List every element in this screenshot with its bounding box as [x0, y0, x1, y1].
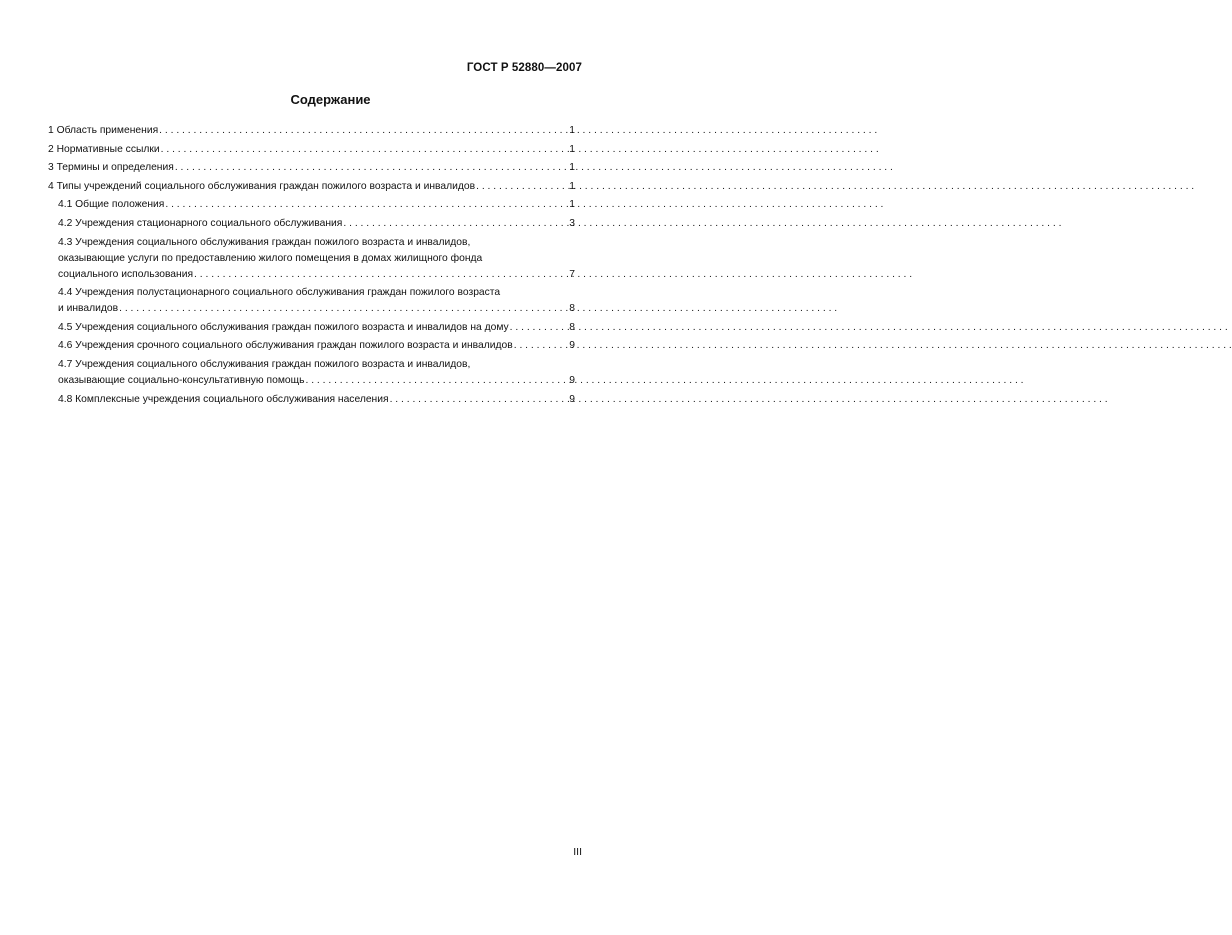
dot-leader	[193, 267, 568, 283]
toc-entry-page: 3	[569, 217, 575, 229]
toc-entry-page: 1	[569, 143, 575, 155]
toc-entry[interactable]	[48, 160, 575, 176]
toc-entry-page: 9	[569, 340, 575, 352]
page-number: III	[573, 846, 582, 858]
toc-entry[interactable]	[48, 216, 575, 232]
toc-entry-page: 1	[569, 125, 575, 136]
toc-entry[interactable]	[48, 123, 575, 139]
toc-entry-title: 1 Область применения	[48, 125, 159, 136]
toc-entry[interactable]	[48, 357, 575, 389]
toc-entry-title: 4 Типы учреждений социального обслуживания граждан пожилого возраста и инвалидов	[48, 180, 476, 192]
toc-entry-page: 9	[569, 393, 575, 405]
dot-leader	[160, 142, 569, 158]
toc-entry-page: 8	[569, 321, 575, 333]
toc-entry-page: 1	[569, 199, 575, 211]
dot-leader	[475, 179, 568, 195]
toc-entry[interactable]	[48, 338, 575, 354]
toc-entry-page: 1	[569, 162, 575, 174]
toc-entry-title: 2 Нормативные ссылки	[48, 143, 160, 155]
toc-entry-title: 4.6 Учреждения срочного социального обслуживания граждан пожилого возраста и инвалидов	[58, 340, 513, 352]
dot-leader	[513, 338, 569, 354]
toc-entry-title: оказывающие социально-консультативную помощь	[58, 374, 305, 386]
toc-entry-page: 7	[569, 268, 575, 280]
toc-entry-title: 4.5 Учреждения социального обслуживания граждан пожилого возраста и инвалидов на дому	[58, 321, 509, 333]
toc-entry-page: 1	[569, 180, 575, 192]
table-of-contents	[48, 123, 575, 410]
dot-leader	[158, 123, 568, 139]
dot-leader	[509, 320, 569, 336]
toc-entry-text-line: 4.7 Учреждения социального обслуживания граждан пожилого возраста и инвалидов,	[58, 358, 471, 370]
dot-leader	[342, 216, 568, 232]
toc-entry-title: 4.2 Учреждения стационарного социального обслуживания	[58, 217, 343, 229]
toc-entry-title: 3 Термины и определения	[48, 162, 174, 174]
toc-entry[interactable]	[48, 285, 575, 317]
toc-entry-text-line: 4.3 Учреждения социального обслуживания граждан пожилого возраста и инвалидов,	[58, 236, 471, 248]
dot-leader	[174, 160, 568, 176]
toc-entry[interactable]	[48, 235, 575, 283]
toc-entry[interactable]	[48, 320, 575, 336]
toc-entry-title: 4.1 Общие положения	[58, 199, 165, 211]
toc-entry-page: 9	[569, 374, 575, 386]
toc-title: Содержание	[290, 92, 371, 107]
toc-entry[interactable]	[48, 142, 575, 158]
document-code: ГОСТ Р 52880—2007	[466, 62, 582, 74]
dot-leader	[164, 197, 568, 213]
toc-entry[interactable]	[48, 197, 575, 213]
toc-entry-text-line: 4.4 Учреждения полустационарного социального обслуживания граждан пожилого возраста	[58, 287, 501, 299]
dot-leader	[389, 392, 569, 408]
toc-entry-title: социального использования	[58, 268, 194, 280]
toc-entry-title: и инвалидов	[58, 303, 119, 315]
dot-leader	[304, 373, 568, 389]
toc-entry[interactable]	[48, 392, 575, 408]
toc-entry-page: 8	[569, 303, 575, 315]
dot-leader	[118, 301, 568, 317]
toc-entry-text-line: оказывающие услуги по предоставлению жилого помещения в домах жилищного фонда	[58, 252, 483, 264]
toc-entry[interactable]	[48, 179, 575, 195]
toc-entry-title: 4.8 Комплексные учреждения социального обслуживания населения	[58, 393, 389, 405]
